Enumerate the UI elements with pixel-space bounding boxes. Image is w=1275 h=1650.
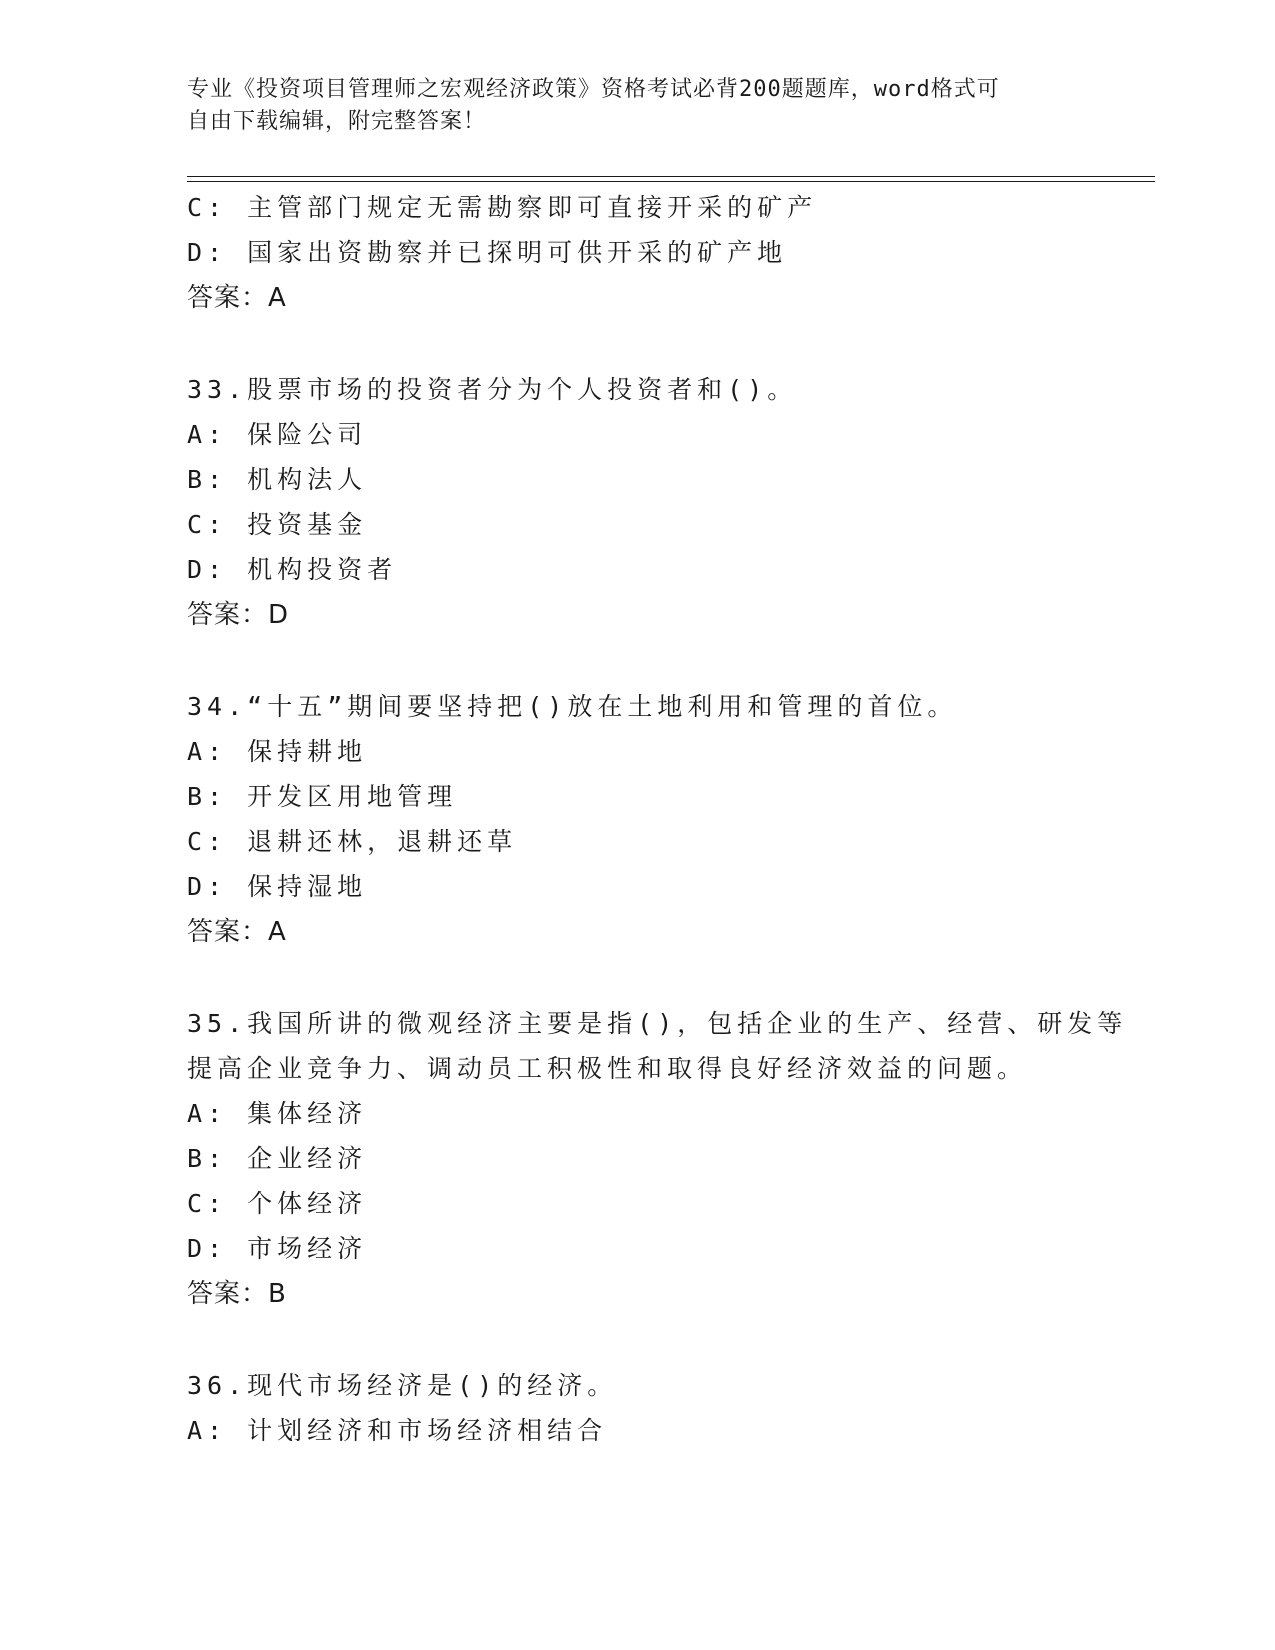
q35-option-c: C: 个体经济 — [187, 1189, 368, 1218]
q33-question: 33.股票市场的投资者分为个人投资者和()。 — [187, 375, 798, 404]
q33-answer: 答案：D — [187, 600, 290, 630]
q32-option-c: C: 主管部门规定无需勘察即可直接开采的矿产 — [187, 193, 818, 222]
header-rule-top — [187, 176, 1155, 177]
q35-option-d: D: 市场经济 — [187, 1234, 368, 1263]
header-rule-bottom — [187, 181, 1155, 182]
q34-answer: 答案：A — [187, 917, 287, 947]
q36-option-a: A: 计划经济和市场经济相结合 — [187, 1416, 608, 1445]
q35-option-a: A: 集体经济 — [187, 1099, 368, 1128]
q34-option-b: B: 开发区用地管理 — [187, 782, 458, 811]
q33-option-c: C: 投资基金 — [187, 510, 368, 539]
q33-option-d: D: 机构投资者 — [187, 555, 398, 584]
q32-option-d: D: 国家出资勘察并已探明可供开采的矿产地 — [187, 238, 788, 267]
q35-question-line-1: 35.我国所讲的微观经济主要是指()，包括企业的生产、经营、研发等 — [187, 1009, 1128, 1038]
q34-option-d: D: 保持湿地 — [187, 872, 368, 901]
document-header — [187, 74, 1087, 138]
q33-option-a: A: 保险公司 — [187, 420, 368, 449]
q34-option-c: C: 退耕还林，退耕还草 — [187, 827, 518, 856]
q33-option-b: B: 机构法人 — [187, 465, 368, 494]
header-line-1: 专业《投资项目管理师之宏观经济政策》资格考试必背200题题库，word格式可 — [187, 77, 1000, 102]
q35-option-b: B: 企业经济 — [187, 1144, 368, 1173]
q35-question-line-2: 提高企业竞争力、调动员工积极性和取得良好经济效益的问题。 — [187, 1054, 1028, 1083]
q34-option-a: A: 保持耕地 — [187, 737, 368, 766]
header-line-2: 自由下载编辑，附完整答案！ — [187, 109, 487, 134]
q35-answer: 答案：B — [187, 1279, 287, 1309]
q34-question: 34.“十五”期间要坚持把()放在土地利用和管理的首位。 — [187, 692, 958, 721]
q36-question: 36.现代市场经济是()的经济。 — [187, 1371, 618, 1400]
q32-answer: 答案：A — [187, 283, 287, 313]
